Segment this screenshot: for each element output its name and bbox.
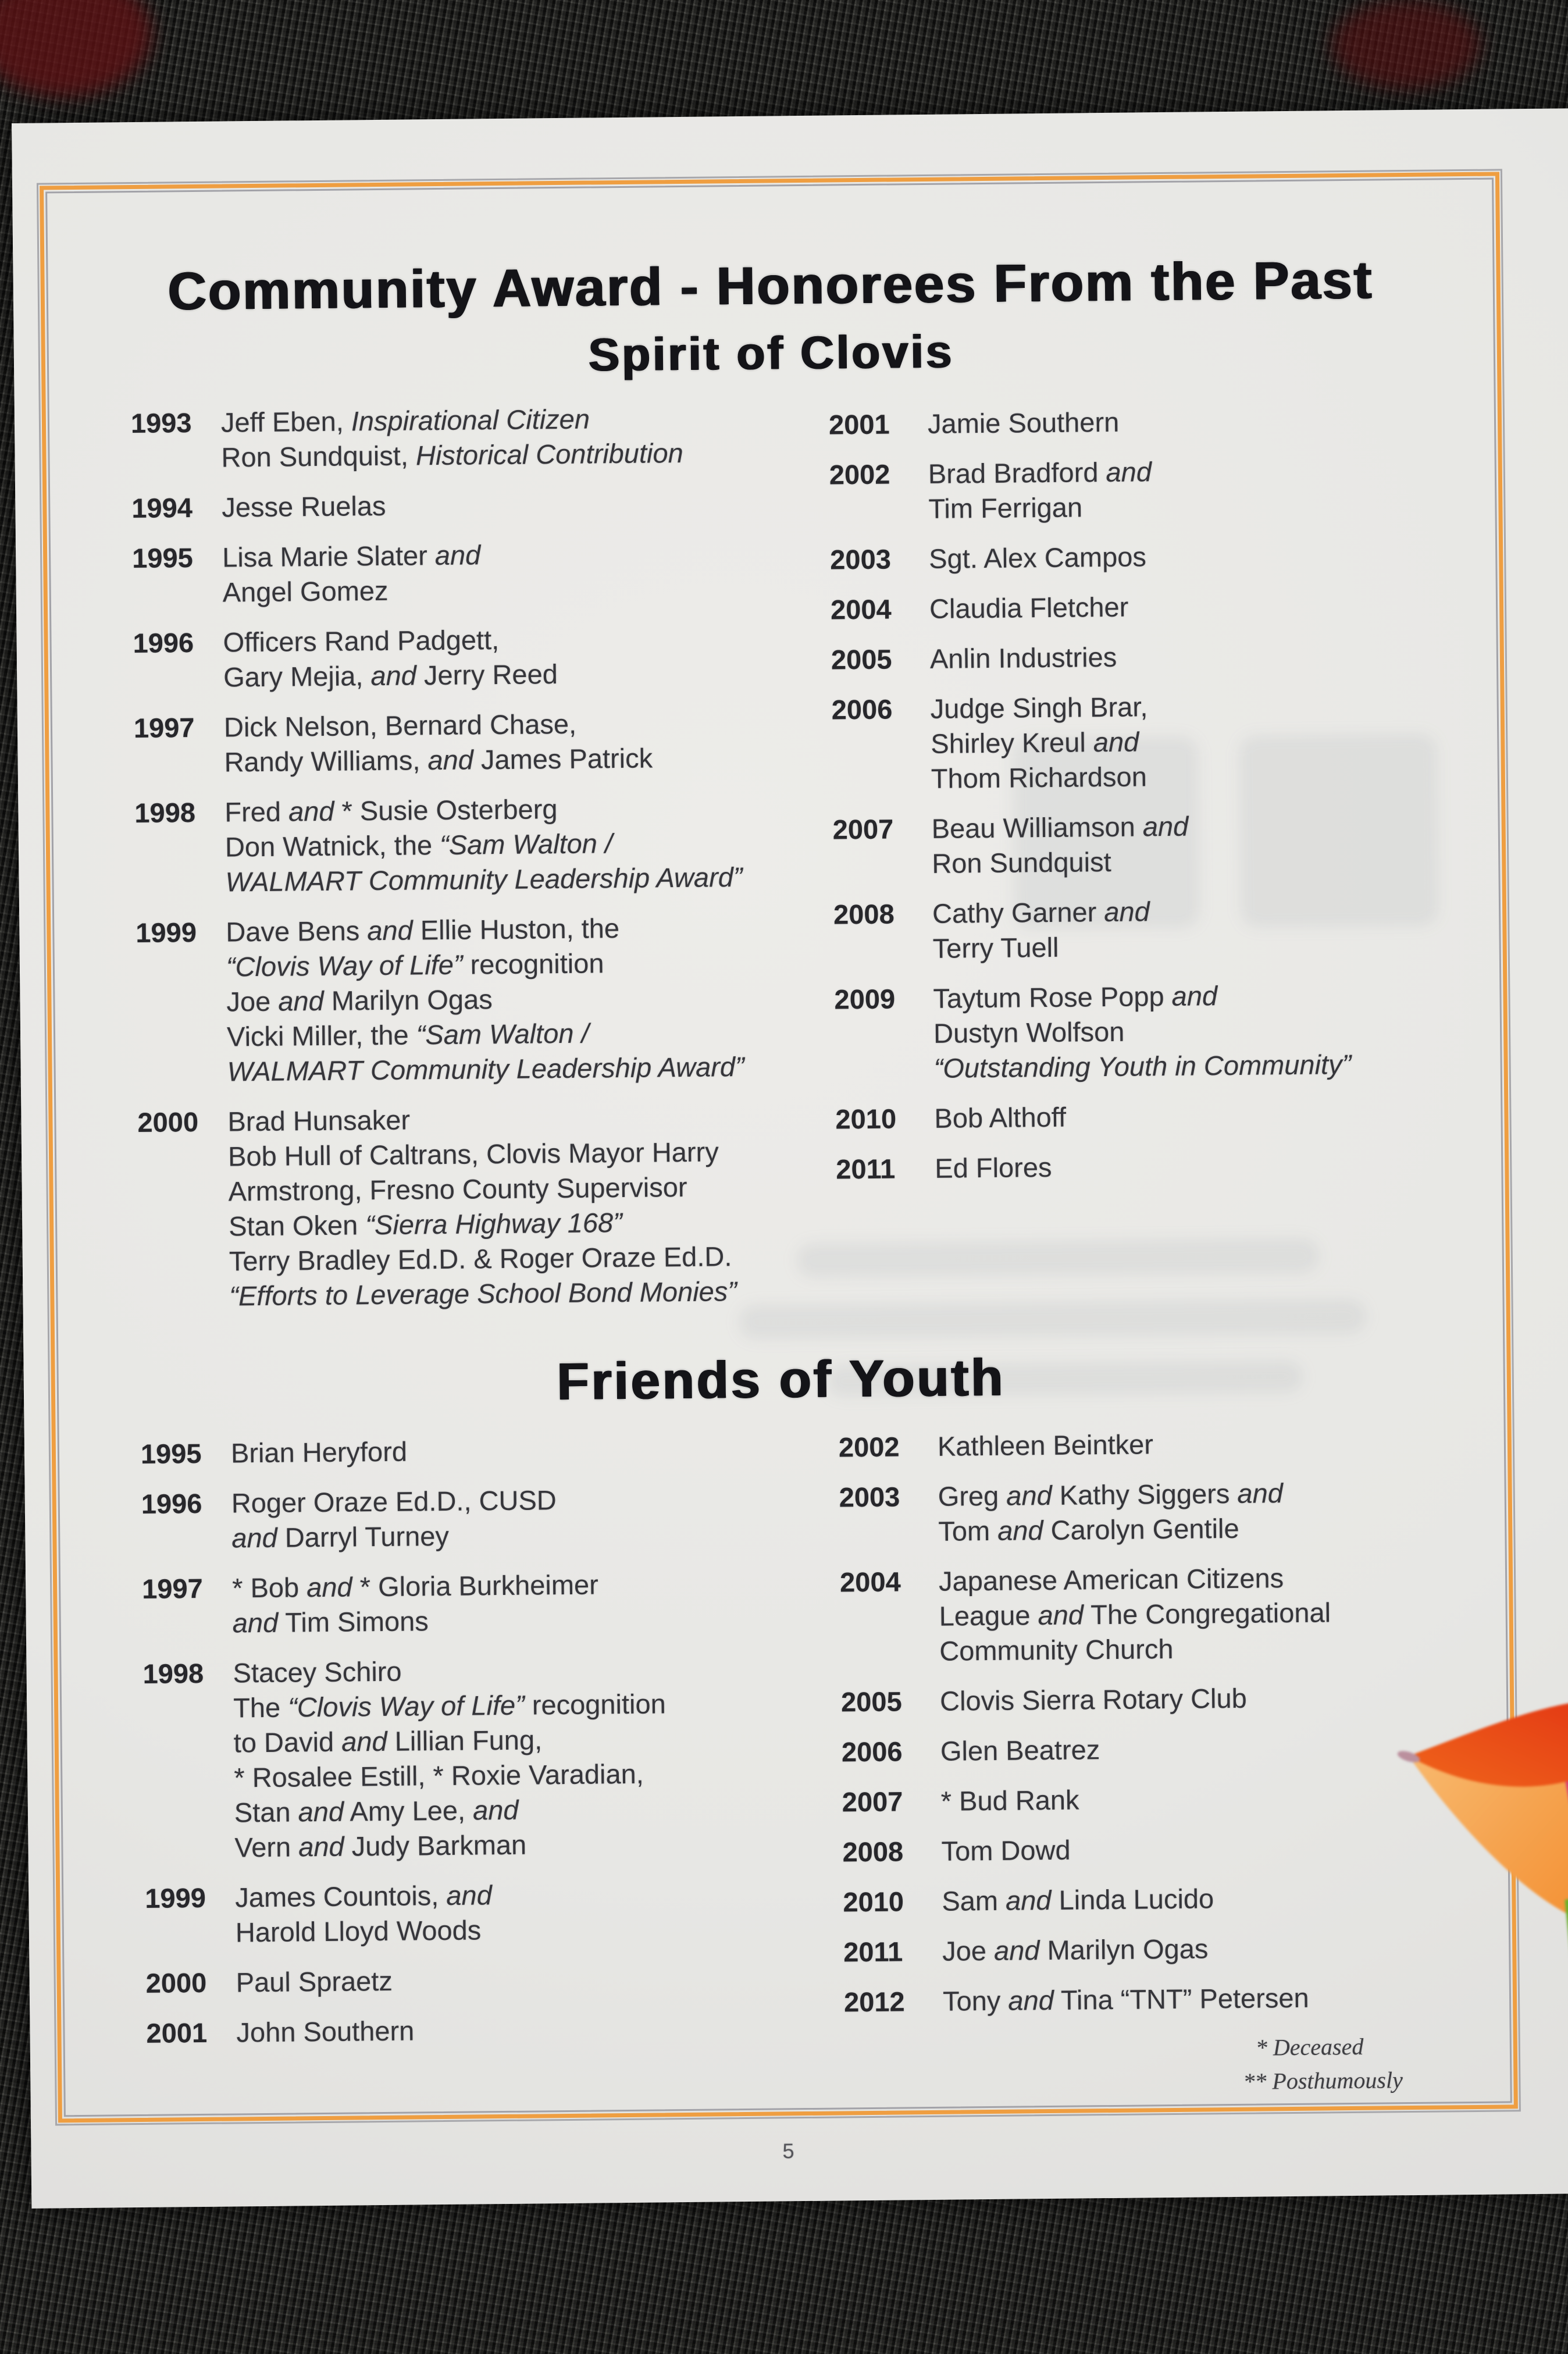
entry-names: Officers Rand Padgett, Gary Mejia, and Jerry Reed	[223, 624, 558, 693]
entry-year: 1997	[141, 1572, 204, 1604]
award-entry	[146, 2010, 833, 2051]
entry-names: Anlin Industries	[929, 641, 1117, 674]
entry-names: * Bob and * Gloria Burkheimer and Tim Simons	[231, 1569, 599, 1639]
entry-year: 2004	[839, 1566, 901, 1598]
entry-names: Dick Nelson, Bernard Chase, Randy Williams, and James Patrick	[223, 708, 653, 778]
entry-names: Ed Flores	[935, 1151, 1052, 1184]
entry-names: Lisa Marie Slater and Angel Gomez	[222, 539, 481, 608]
entry-names: Tony and Tina “TNT” Petersen	[942, 1982, 1309, 2017]
award-entry	[831, 636, 1524, 677]
fabric-red-stain-left	[0, 0, 151, 96]
entry-year: 1996	[141, 1487, 202, 1519]
entry-names: Fred and * Susie Osterberg Don Watnick, the “Sam Walton / WALMART Community Leadership Award”	[224, 793, 743, 898]
entry-year: 1996	[133, 627, 194, 659]
entry-names: Brad Bradford and Tim Ferrigan	[928, 456, 1152, 524]
entry-names: Clovis Sierra Rotary Club	[939, 1682, 1247, 1716]
entry-year: 2003	[839, 1481, 900, 1513]
entry-names: Claudia Fletcher	[929, 591, 1129, 624]
entry-year: 2001	[828, 408, 890, 440]
entry-names: John Southern	[236, 2015, 415, 2048]
entry-year: 1994	[131, 492, 193, 524]
entry-year: 2011	[836, 1153, 896, 1185]
award-entry	[131, 400, 818, 476]
entry-year: 2012	[843, 1986, 905, 2018]
entry-year: 1999	[136, 917, 197, 949]
entry-year: 2002	[829, 458, 890, 490]
entry-names: Brian Heryford	[230, 1436, 408, 1469]
entry-names: Paul Spraetz	[236, 1965, 393, 1998]
award-entry	[830, 536, 1523, 577]
entry-year: 2011	[843, 1936, 903, 1968]
award-entry	[834, 975, 1527, 1087]
calla-lily-image	[1396, 1699, 1568, 2166]
entry-year: 2008	[842, 1836, 904, 1868]
entry-year: 2010	[835, 1103, 897, 1135]
award-entry	[145, 1960, 832, 2001]
entry-year: 2000	[145, 1967, 207, 1999]
entry-names: Judge Singh Brar, Shirley Kreul and Thom Richardson	[930, 691, 1148, 794]
entry-year: 2005	[831, 643, 892, 675]
award-entry	[131, 485, 818, 526]
spirit-left-column	[131, 400, 826, 1330]
page-number: 5	[782, 2139, 794, 2163]
award-entry	[833, 891, 1526, 967]
entry-names: Beau Williamson and Ron Sundquist	[931, 810, 1189, 879]
award-entry	[141, 1430, 828, 1472]
entry-year: 1997	[133, 712, 195, 744]
entry-year: 2008	[833, 898, 895, 930]
entry-names: Brad Hunsaker Bob Hull of Caltrans, Clovis Mayor Harry Armstrong, Fresno County Supervisor Stan Oken “Sierra Highway 168” Terry Bradley Ed.D. & Roger Oraze Ed.D. “Efforts to Leverage School Bond Monies”	[227, 1104, 737, 1312]
award-entry	[137, 1099, 825, 1315]
entry-year: 1995	[140, 1437, 202, 1469]
entry-year: 2007	[832, 813, 894, 845]
entry-year: 2006	[831, 693, 893, 725]
award-entry	[133, 619, 819, 696]
award-entry	[835, 1095, 1528, 1137]
program-page	[12, 108, 1568, 2209]
footnote-posthumously: ** Posthumously	[1243, 2067, 1403, 2095]
legend-footnotes	[1243, 2029, 1403, 2099]
footnote-deceased: * Deceased	[1255, 2033, 1364, 2061]
entry-names: Jamie Southern	[927, 406, 1120, 439]
entry-names: Greg and Kathy Siggers and Tom and Carolyn Gentile	[938, 1477, 1284, 1547]
award-entry	[832, 806, 1525, 882]
award-entry	[829, 451, 1522, 527]
entry-names: * Bud Rank	[940, 1784, 1079, 1817]
entry-names: Jeff Eben, Inspirational Citizen Ron Sundquist, Historical Contribution	[220, 403, 683, 473]
spirit-right-column	[829, 401, 1528, 1202]
entry-names: Joe and Marilyn Ogas	[942, 1933, 1209, 1967]
entry-names: Cathy Garner and Terry Tuell	[932, 896, 1150, 964]
friends-left-column	[141, 1430, 833, 2066]
award-entry	[840, 1558, 1533, 1669]
entry-year: 1998	[134, 797, 196, 829]
entry-year: 2007	[842, 1786, 903, 1818]
entry-year: 1993	[130, 407, 192, 439]
entry-year: 2005	[840, 1686, 902, 1718]
entry-names: Bob Althoff	[934, 1101, 1067, 1134]
award-entry	[145, 1875, 832, 1951]
entry-year: 2003	[830, 543, 892, 575]
entry-year: 2006	[841, 1736, 903, 1768]
award-entry	[839, 1473, 1531, 1550]
entry-year: 2009	[834, 983, 896, 1015]
entry-names: James Countois, and Harold Lloyd Woods	[235, 1879, 493, 1948]
entry-names: Taytum Rose Popp and Dustyn Wolfson “Outstanding Youth in Community”	[933, 980, 1352, 1084]
show-through-shape	[739, 1299, 1367, 1340]
page-title: Community Award - Honorees From the Past	[167, 250, 1374, 322]
entry-year: 2001	[146, 2017, 208, 2049]
entry-year: 2010	[843, 1886, 904, 1918]
award-entry	[136, 909, 824, 1090]
award-entry	[839, 1423, 1531, 1465]
entry-names: Sam and Linda Lucido	[942, 1883, 1214, 1917]
award-entry	[132, 535, 819, 611]
entry-names: Japanese American Citizens League and The Congregational Community Church	[938, 1562, 1331, 1666]
friends-of-youth-heading: Friends of Youth	[557, 1348, 1006, 1412]
entry-year: 2004	[830, 593, 892, 625]
award-entry	[831, 686, 1524, 797]
entry-names: Sgt. Alex Campos	[929, 541, 1147, 574]
entry-year: 2002	[838, 1431, 900, 1463]
entry-year: 1995	[131, 542, 193, 574]
spirit-of-clovis-heading: Spirit of Clovis	[588, 325, 954, 381]
entry-names: Glen Beatrez	[940, 1734, 1100, 1767]
award-entry	[141, 1480, 828, 1557]
award-entry	[134, 704, 821, 781]
award-entry	[142, 1650, 831, 1866]
lily-stem	[1565, 1894, 1568, 2150]
award-entry	[829, 401, 1521, 442]
entry-names: Dave Bens and Ellie Huston, the “Clovis Way of Life” recognition Joe and Marilyn Ogas Vicki Miller, the “Sam Walton / WALMART Community Leadership Award”	[226, 913, 744, 1087]
entry-names: Tom Dowd	[941, 1834, 1071, 1867]
entry-names: Stacey Schiro The “Clovis Way of Life” recognition to David and Lillian Fung, * Rosalee Estill, * Roxie Varadian, Stan and Amy Lee, and Vern and Judy Barkman	[233, 1655, 667, 1863]
award-entry	[831, 586, 1523, 627]
entry-names: Jesse Ruelas	[222, 490, 386, 523]
award-entry	[142, 1565, 829, 1641]
entry-year: 1998	[142, 1657, 204, 1689]
show-through-shape	[796, 1238, 1320, 1279]
entry-year: 2000	[137, 1106, 199, 1138]
fabric-red-stain-right	[1332, 1, 1480, 88]
award-entry	[836, 1145, 1528, 1187]
award-entry	[134, 789, 822, 900]
entry-names: Kathleen Beintker	[937, 1429, 1154, 1462]
entry-names: Roger Oraze Ed.D., CUSD and Darryl Turney	[231, 1484, 557, 1554]
entry-year: 1999	[145, 1882, 206, 1914]
